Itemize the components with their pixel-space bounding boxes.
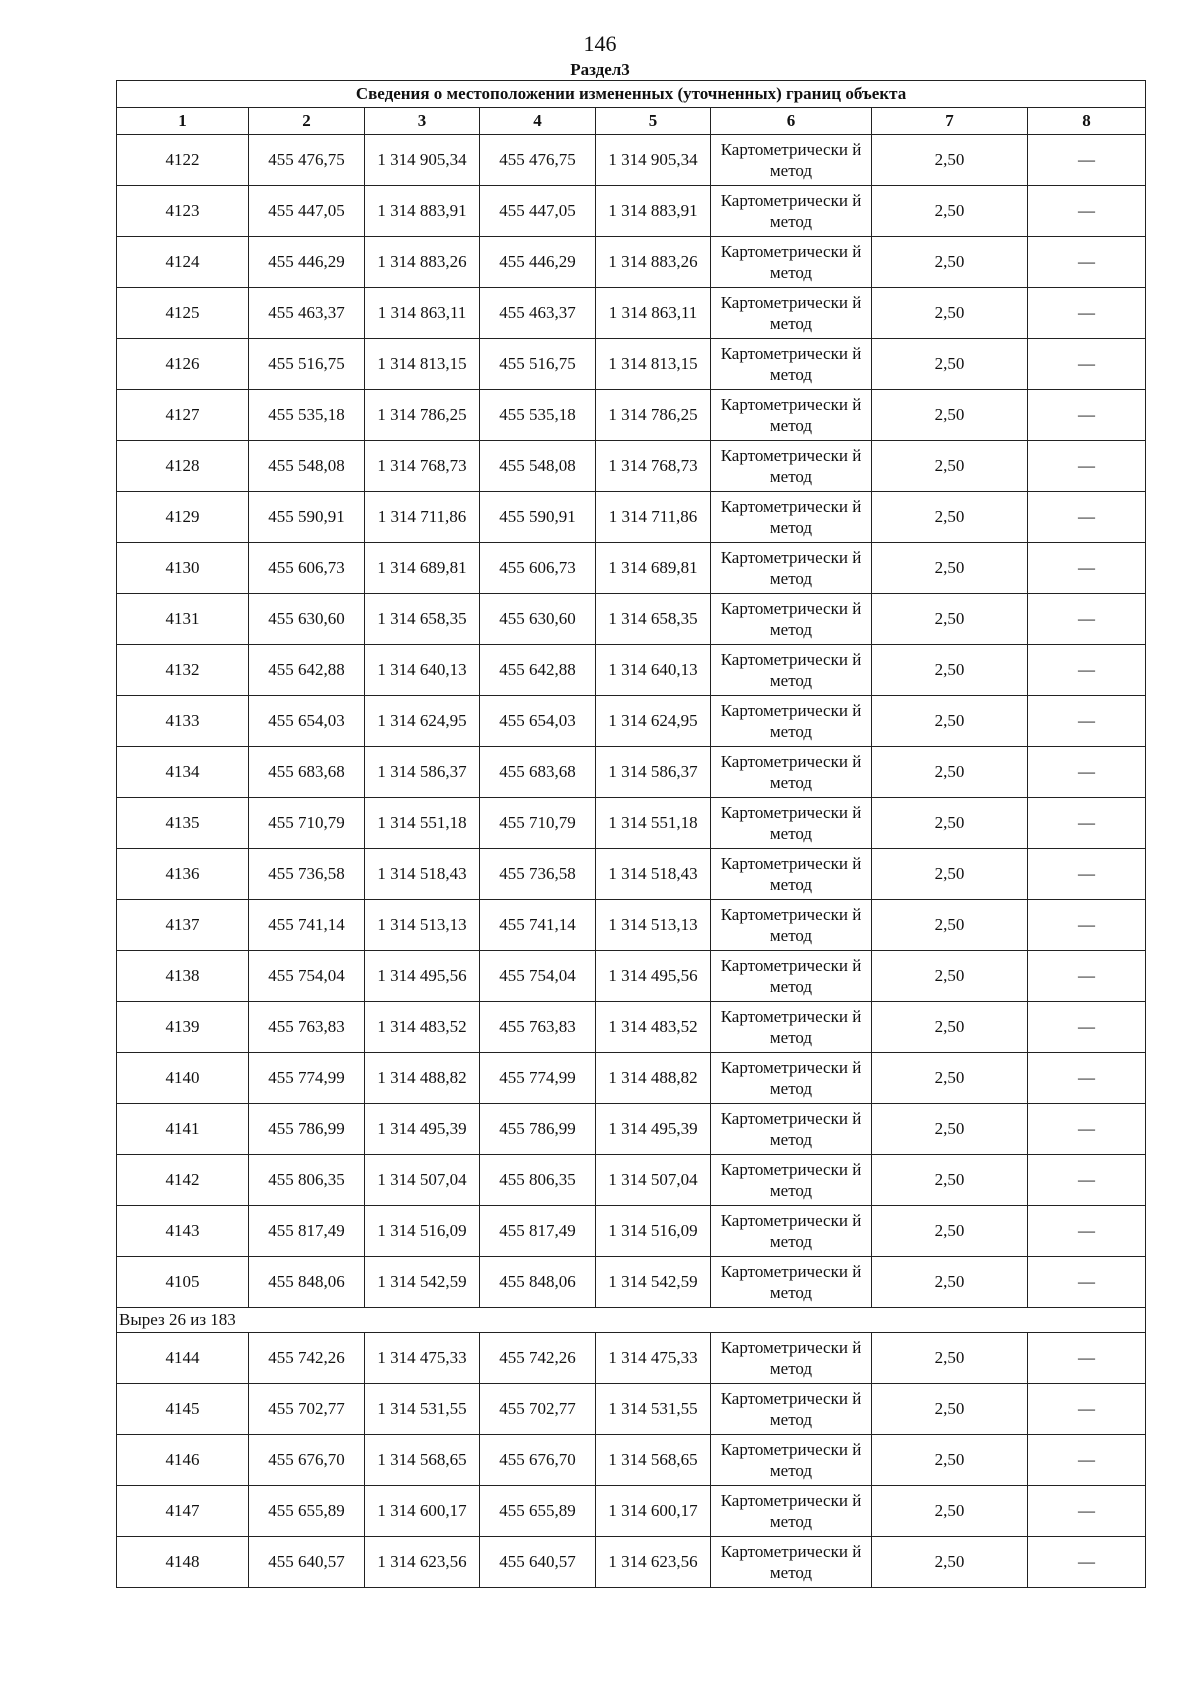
cell-method: Картометрически й метод (711, 1002, 872, 1053)
cell-accuracy: 2,50 (872, 900, 1028, 951)
cell-method: Картометрически й метод (711, 696, 872, 747)
cell-x-existing: 455 806,35 (249, 1155, 365, 1206)
cell-accuracy: 2,50 (872, 849, 1028, 900)
cell-x-existing: 455 548,08 (249, 441, 365, 492)
cell-x-existing: 455 642,88 (249, 645, 365, 696)
cell-x-new: 455 642,88 (480, 645, 596, 696)
cell-accuracy: 2,50 (872, 1257, 1028, 1308)
cell-description: — (1028, 696, 1146, 747)
cell-accuracy: 2,50 (872, 1333, 1028, 1384)
table-row (117, 1002, 1146, 1053)
cell-description: — (1028, 849, 1146, 900)
cell-y-new: 1 314 542,59 (596, 1257, 711, 1308)
column-number-1: 1 (117, 108, 249, 135)
cell-accuracy: 2,50 (872, 1537, 1028, 1588)
cell-x-new: 455 516,75 (480, 339, 596, 390)
cell-x-new: 455 763,83 (480, 1002, 596, 1053)
cell-y-existing: 1 314 542,59 (365, 1257, 480, 1308)
cell-x-existing: 455 848,06 (249, 1257, 365, 1308)
cell-description: — (1028, 390, 1146, 441)
cell-accuracy: 2,50 (872, 1384, 1028, 1435)
table-row (117, 492, 1146, 543)
cell-y-new: 1 314 495,39 (596, 1104, 711, 1155)
table-row (117, 1435, 1146, 1486)
cell-y-existing: 1 314 689,81 (365, 543, 480, 594)
cell-method: Картометрически й метод (711, 951, 872, 1002)
cell-description: — (1028, 1384, 1146, 1435)
cell-y-existing: 1 314 624,95 (365, 696, 480, 747)
cell-point-number: 4135 (117, 798, 249, 849)
cell-x-new: 455 710,79 (480, 798, 596, 849)
cell-y-existing: 1 314 813,15 (365, 339, 480, 390)
cell-x-new: 455 640,57 (480, 1537, 596, 1588)
table-row (117, 594, 1146, 645)
cell-accuracy: 2,50 (872, 1435, 1028, 1486)
cell-x-existing: 455 817,49 (249, 1206, 365, 1257)
cell-y-new: 1 314 768,73 (596, 441, 711, 492)
column-number-6: 6 (711, 108, 872, 135)
column-number-4: 4 (480, 108, 596, 135)
cell-x-existing: 455 476,75 (249, 135, 365, 186)
cell-x-new: 455 655,89 (480, 1486, 596, 1537)
cell-y-new: 1 314 883,26 (596, 237, 711, 288)
cell-y-new: 1 314 495,56 (596, 951, 711, 1002)
cell-x-existing: 455 640,57 (249, 1537, 365, 1588)
cell-description: — (1028, 1053, 1146, 1104)
cell-description: — (1028, 594, 1146, 645)
cutout-label-row (117, 1308, 1146, 1333)
table-row (117, 1104, 1146, 1155)
cell-point-number: 4141 (117, 1104, 249, 1155)
page-number: 146 (583, 31, 617, 56)
cell-accuracy: 2,50 (872, 951, 1028, 1002)
cell-x-existing: 455 676,70 (249, 1435, 365, 1486)
cell-description: — (1028, 951, 1146, 1002)
cell-x-existing: 455 516,75 (249, 339, 365, 390)
cell-description: — (1028, 543, 1146, 594)
cell-x-new: 455 476,75 (480, 135, 596, 186)
cell-x-existing: 455 754,04 (249, 951, 365, 1002)
cell-y-existing: 1 314 551,18 (365, 798, 480, 849)
cell-y-existing: 1 314 883,26 (365, 237, 480, 288)
cell-y-existing: 1 314 586,37 (365, 747, 480, 798)
cell-method: Картометрически й метод (711, 1333, 872, 1384)
cell-point-number: 4124 (117, 237, 249, 288)
table-row (117, 798, 1146, 849)
cell-accuracy: 2,50 (872, 1486, 1028, 1537)
cell-method: Картометрически й метод (711, 594, 872, 645)
cell-method: Картометрически й метод (711, 1053, 872, 1104)
column-number-8: 8 (1028, 108, 1146, 135)
cell-description: — (1028, 237, 1146, 288)
cell-method: Картометрически й метод (711, 186, 872, 237)
cell-point-number: 4133 (117, 696, 249, 747)
cell-y-new: 1 314 813,15 (596, 339, 711, 390)
cell-y-new: 1 314 475,33 (596, 1333, 711, 1384)
cell-y-existing: 1 314 531,55 (365, 1384, 480, 1435)
cell-accuracy: 2,50 (872, 696, 1028, 747)
cell-point-number: 4123 (117, 186, 249, 237)
cell-accuracy: 2,50 (872, 288, 1028, 339)
cell-y-new: 1 314 516,09 (596, 1206, 711, 1257)
cell-point-number: 4144 (117, 1333, 249, 1384)
cell-x-existing: 455 683,68 (249, 747, 365, 798)
cutout-label: Вырез 26 из 183 (117, 1308, 1146, 1333)
cell-accuracy: 2,50 (872, 1053, 1028, 1104)
table-row (117, 951, 1146, 1002)
cell-y-existing: 1 314 786,25 (365, 390, 480, 441)
cell-y-existing: 1 314 711,86 (365, 492, 480, 543)
cell-accuracy: 2,50 (872, 492, 1028, 543)
cell-method: Картометрически й метод (711, 441, 872, 492)
cell-accuracy: 2,50 (872, 186, 1028, 237)
cell-x-new: 455 676,70 (480, 1435, 596, 1486)
cell-y-new: 1 314 883,91 (596, 186, 711, 237)
cell-x-existing: 455 535,18 (249, 390, 365, 441)
cell-point-number: 4146 (117, 1435, 249, 1486)
cell-accuracy: 2,50 (872, 747, 1028, 798)
cell-x-new: 455 742,26 (480, 1333, 596, 1384)
cell-point-number: 4138 (117, 951, 249, 1002)
column-number-2: 2 (249, 108, 365, 135)
cell-x-new: 455 606,73 (480, 543, 596, 594)
cell-point-number: 4148 (117, 1537, 249, 1588)
cell-x-existing: 455 774,99 (249, 1053, 365, 1104)
cell-y-new: 1 314 624,95 (596, 696, 711, 747)
cell-x-existing: 455 741,14 (249, 900, 365, 951)
cell-description: — (1028, 747, 1146, 798)
cell-x-existing: 455 736,58 (249, 849, 365, 900)
cell-point-number: 4139 (117, 1002, 249, 1053)
cell-x-existing: 455 630,60 (249, 594, 365, 645)
table-row (117, 747, 1146, 798)
cell-description: — (1028, 288, 1146, 339)
cell-point-number: 4128 (117, 441, 249, 492)
section-title: Раздел3 (570, 60, 630, 79)
cell-x-existing: 455 446,29 (249, 237, 365, 288)
table-row (117, 186, 1146, 237)
cell-y-new: 1 314 483,52 (596, 1002, 711, 1053)
cell-accuracy: 2,50 (872, 1206, 1028, 1257)
cell-accuracy: 2,50 (872, 1104, 1028, 1155)
cell-x-new: 455 848,06 (480, 1257, 596, 1308)
cell-method: Картометрически й метод (711, 798, 872, 849)
cell-point-number: 4143 (117, 1206, 249, 1257)
table-row (117, 390, 1146, 441)
cell-description: — (1028, 441, 1146, 492)
cell-point-number: 4105 (117, 1257, 249, 1308)
table-row (117, 696, 1146, 747)
cell-x-existing: 455 742,26 (249, 1333, 365, 1384)
cell-y-existing: 1 314 518,43 (365, 849, 480, 900)
cell-x-existing: 455 786,99 (249, 1104, 365, 1155)
cell-description: — (1028, 1486, 1146, 1537)
cell-y-existing: 1 314 640,13 (365, 645, 480, 696)
table-caption-row (117, 81, 1146, 108)
cell-description: — (1028, 186, 1146, 237)
cell-y-existing: 1 314 600,17 (365, 1486, 480, 1537)
cell-description: — (1028, 900, 1146, 951)
cell-method: Картометрически й метод (711, 1257, 872, 1308)
cell-x-existing: 455 710,79 (249, 798, 365, 849)
cell-accuracy: 2,50 (872, 390, 1028, 441)
cell-y-new: 1 314 905,34 (596, 135, 711, 186)
table-row (117, 237, 1146, 288)
cell-x-existing: 455 763,83 (249, 1002, 365, 1053)
cell-x-new: 455 786,99 (480, 1104, 596, 1155)
cell-y-existing: 1 314 658,35 (365, 594, 480, 645)
cell-accuracy: 2,50 (872, 543, 1028, 594)
cell-point-number: 4126 (117, 339, 249, 390)
cell-point-number: 4147 (117, 1486, 249, 1537)
cell-point-number: 4136 (117, 849, 249, 900)
cell-description: — (1028, 645, 1146, 696)
cell-method: Картометрически й метод (711, 1435, 872, 1486)
cell-y-existing: 1 314 863,11 (365, 288, 480, 339)
cell-method: Картометрически й метод (711, 390, 872, 441)
cell-point-number: 4145 (117, 1384, 249, 1435)
cell-x-existing: 455 590,91 (249, 492, 365, 543)
cell-y-existing: 1 314 623,56 (365, 1537, 480, 1588)
cell-description: — (1028, 1435, 1146, 1486)
cell-y-existing: 1 314 507,04 (365, 1155, 480, 1206)
cell-description: — (1028, 492, 1146, 543)
cell-y-new: 1 314 488,82 (596, 1053, 711, 1104)
table-row (117, 1155, 1146, 1206)
cell-y-new: 1 314 711,86 (596, 492, 711, 543)
cell-x-new: 455 654,03 (480, 696, 596, 747)
cell-accuracy: 2,50 (872, 798, 1028, 849)
cell-description: — (1028, 1104, 1146, 1155)
cell-x-existing: 455 447,05 (249, 186, 365, 237)
table-row (117, 339, 1146, 390)
table-row (117, 1384, 1146, 1435)
cell-x-new: 455 630,60 (480, 594, 596, 645)
cell-method: Картометрически й метод (711, 1104, 872, 1155)
cell-method: Картометрически й метод (711, 288, 872, 339)
cell-x-new: 455 741,14 (480, 900, 596, 951)
cell-x-new: 455 590,91 (480, 492, 596, 543)
cell-method: Картометрически й метод (711, 900, 872, 951)
cell-y-new: 1 314 551,18 (596, 798, 711, 849)
cell-point-number: 4131 (117, 594, 249, 645)
cell-description: — (1028, 1155, 1146, 1206)
cell-accuracy: 2,50 (872, 339, 1028, 390)
cell-description: — (1028, 339, 1146, 390)
cell-description: — (1028, 1002, 1146, 1053)
cell-x-new: 455 817,49 (480, 1206, 596, 1257)
cell-y-new: 1 314 568,65 (596, 1435, 711, 1486)
cell-method: Картометрически й метод (711, 237, 872, 288)
cell-method: Картометрически й метод (711, 1384, 872, 1435)
table-row (117, 849, 1146, 900)
cell-x-existing: 455 463,37 (249, 288, 365, 339)
column-number-7: 7 (872, 108, 1028, 135)
cell-point-number: 4140 (117, 1053, 249, 1104)
cell-description: — (1028, 135, 1146, 186)
cell-y-existing: 1 314 516,09 (365, 1206, 480, 1257)
cell-method: Картометрически й метод (711, 1537, 872, 1588)
table-row (117, 441, 1146, 492)
cell-y-new: 1 314 689,81 (596, 543, 711, 594)
cell-y-existing: 1 314 495,56 (365, 951, 480, 1002)
cell-point-number: 4125 (117, 288, 249, 339)
cell-description: — (1028, 1257, 1146, 1308)
cell-y-existing: 1 314 568,65 (365, 1435, 480, 1486)
cell-y-new: 1 314 518,43 (596, 849, 711, 900)
column-number-3: 3 (365, 108, 480, 135)
cell-x-new: 455 447,05 (480, 186, 596, 237)
cell-accuracy: 2,50 (872, 645, 1028, 696)
cell-description: — (1028, 798, 1146, 849)
cell-accuracy: 2,50 (872, 594, 1028, 645)
cell-y-existing: 1 314 488,82 (365, 1053, 480, 1104)
column-number-row (117, 108, 1146, 135)
cell-x-new: 455 702,77 (480, 1384, 596, 1435)
boundary-coordinates-table (116, 80, 1146, 1588)
cell-x-new: 455 535,18 (480, 390, 596, 441)
cell-accuracy: 2,50 (872, 237, 1028, 288)
cell-x-existing: 455 702,77 (249, 1384, 365, 1435)
cell-y-new: 1 314 507,04 (596, 1155, 711, 1206)
cell-point-number: 4130 (117, 543, 249, 594)
table-row (117, 1053, 1146, 1104)
cell-y-new: 1 314 640,13 (596, 645, 711, 696)
cell-y-new: 1 314 623,56 (596, 1537, 711, 1588)
cell-x-new: 455 683,68 (480, 747, 596, 798)
cell-method: Картометрически й метод (711, 1206, 872, 1257)
cell-method: Картометрически й метод (711, 747, 872, 798)
cell-x-new: 455 446,29 (480, 237, 596, 288)
cell-method: Картометрически й метод (711, 1486, 872, 1537)
cell-point-number: 4142 (117, 1155, 249, 1206)
cell-y-existing: 1 314 883,91 (365, 186, 480, 237)
cell-point-number: 4129 (117, 492, 249, 543)
cell-point-number: 4137 (117, 900, 249, 951)
cell-method: Картометрически й метод (711, 339, 872, 390)
table-row (117, 900, 1146, 951)
cell-method: Картометрически й метод (711, 135, 872, 186)
table-row (117, 1257, 1146, 1308)
cell-description: — (1028, 1333, 1146, 1384)
cell-method: Картометрически й метод (711, 1155, 872, 1206)
cell-x-new: 455 754,04 (480, 951, 596, 1002)
cell-y-new: 1 314 513,13 (596, 900, 711, 951)
cell-y-existing: 1 314 513,13 (365, 900, 480, 951)
cell-x-new: 455 463,37 (480, 288, 596, 339)
table-row (117, 1486, 1146, 1537)
cell-x-new: 455 736,58 (480, 849, 596, 900)
table-row (117, 135, 1146, 186)
cell-description: — (1028, 1537, 1146, 1588)
cell-method: Картометрически й метод (711, 492, 872, 543)
cell-accuracy: 2,50 (872, 1002, 1028, 1053)
cell-method: Картометрически й метод (711, 543, 872, 594)
cell-y-existing: 1 314 483,52 (365, 1002, 480, 1053)
cell-y-new: 1 314 600,17 (596, 1486, 711, 1537)
cell-point-number: 4127 (117, 390, 249, 441)
cell-y-existing: 1 314 475,33 (365, 1333, 480, 1384)
cell-x-existing: 455 654,03 (249, 696, 365, 747)
cell-y-existing: 1 314 905,34 (365, 135, 480, 186)
table-row (117, 1333, 1146, 1384)
cell-description: — (1028, 1206, 1146, 1257)
table-row (117, 645, 1146, 696)
cell-point-number: 4122 (117, 135, 249, 186)
cell-accuracy: 2,50 (872, 135, 1028, 186)
cell-y-new: 1 314 531,55 (596, 1384, 711, 1435)
cell-x-existing: 455 606,73 (249, 543, 365, 594)
cell-x-new: 455 548,08 (480, 441, 596, 492)
cell-point-number: 4132 (117, 645, 249, 696)
table-caption: Сведения о местоположении измененных (уточненных) границ объекта (117, 81, 1146, 108)
cell-y-existing: 1 314 495,39 (365, 1104, 480, 1155)
cell-x-new: 455 774,99 (480, 1053, 596, 1104)
table-row (117, 1537, 1146, 1588)
cell-x-existing: 455 655,89 (249, 1486, 365, 1537)
cell-y-new: 1 314 658,35 (596, 594, 711, 645)
cell-x-new: 455 806,35 (480, 1155, 596, 1206)
cell-y-existing: 1 314 768,73 (365, 441, 480, 492)
table-row (117, 1206, 1146, 1257)
table-row (117, 288, 1146, 339)
column-number-5: 5 (596, 108, 711, 135)
table-row (117, 543, 1146, 594)
cell-y-new: 1 314 586,37 (596, 747, 711, 798)
cell-y-new: 1 314 786,25 (596, 390, 711, 441)
cell-method: Картометрически й метод (711, 645, 872, 696)
cell-point-number: 4134 (117, 747, 249, 798)
cell-y-new: 1 314 863,11 (596, 288, 711, 339)
cell-accuracy: 2,50 (872, 441, 1028, 492)
table-body (117, 81, 1146, 1588)
cell-accuracy: 2,50 (872, 1155, 1028, 1206)
cell-method: Картометрически й метод (711, 849, 872, 900)
